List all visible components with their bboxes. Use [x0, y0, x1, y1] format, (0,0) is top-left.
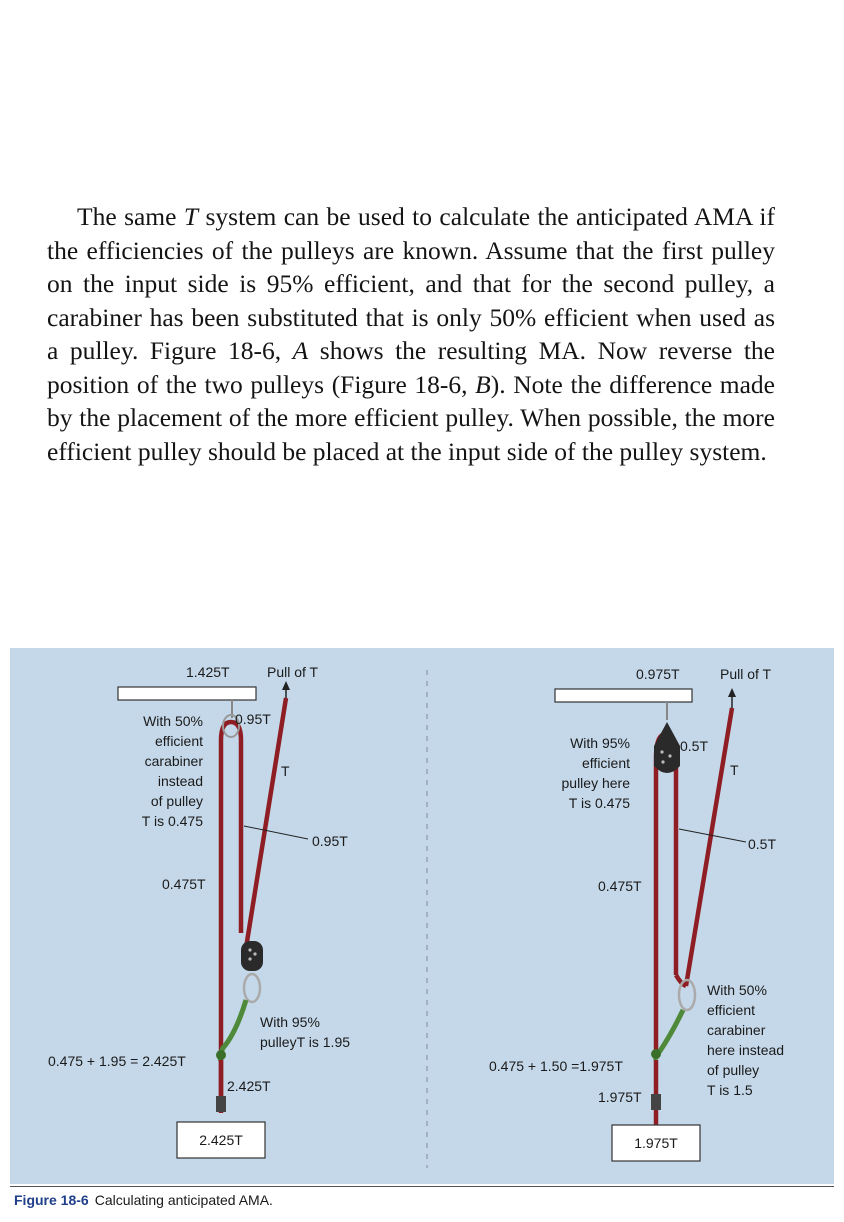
- svg-text:With 95%: With 95%: [260, 1014, 320, 1030]
- anchor-force: 1.425T: [186, 664, 230, 680]
- top-tension: 0.95T: [235, 711, 271, 727]
- top-tension: 0.5T: [680, 738, 709, 754]
- lower-note: [260, 1014, 350, 1050]
- svg-text:With 50%: With 50%: [707, 982, 767, 998]
- svg-text:carabiner: carabiner: [707, 1022, 766, 1038]
- mid-left-tension: 0.475T: [598, 878, 642, 894]
- mid-left-tension: 0.475T: [162, 876, 206, 892]
- anchor-bar: [555, 689, 692, 702]
- bottom-tension: 2.425T: [227, 1078, 271, 1094]
- svg-text:efficient: efficient: [582, 755, 630, 771]
- figure-panel: [10, 648, 834, 1184]
- diagram-b: [489, 666, 784, 1161]
- load-label: 2.425T: [199, 1132, 243, 1148]
- svg-text:carabiner: carabiner: [144, 753, 203, 769]
- prusik-knot: [651, 1049, 661, 1059]
- pulley-figure: [10, 648, 834, 1184]
- caption-rule: [10, 1186, 834, 1187]
- pull-arrow-icon: [282, 681, 290, 690]
- svg-text:instead: instead: [157, 773, 203, 789]
- anchor-bar: [118, 687, 256, 700]
- caption-text: Calculating anticipated AMA.: [94, 1192, 273, 1208]
- rope-loop: [656, 734, 676, 1058]
- lower-note: [707, 982, 784, 1098]
- load-clip: [216, 1096, 226, 1112]
- figure-number: Figure 18-6: [14, 1192, 89, 1208]
- italic-t: T: [183, 202, 199, 231]
- pulley-carabiner: [244, 974, 260, 1002]
- load-clip: [651, 1094, 661, 1110]
- pull-arrow-icon: [728, 688, 736, 697]
- svg-text:pulley here: pulley here: [561, 775, 630, 791]
- body-paragraph: [47, 200, 775, 468]
- diagram-a: [48, 664, 350, 1158]
- italic-b: B: [475, 369, 491, 399]
- svg-text:here instead: here instead: [707, 1042, 785, 1058]
- sum-label: 0.475 + 1.50 =1.975T: [489, 1058, 623, 1074]
- prusik-knot: [216, 1050, 226, 1060]
- moving-pulley: [241, 941, 263, 971]
- top-note: [142, 713, 204, 829]
- leader-line: [244, 826, 308, 839]
- paragraph-text-3: shows the resulting MA. Now reverse the position of the two pulleys (Figure 18-6,: [47, 336, 776, 399]
- pull-label: Pull of T: [267, 664, 319, 680]
- paragraph-text-4: ). Note the difference made by the placement of the more efficient pulley. When possible, the more efficient pulley should be placed at the input side of the pulley system.: [47, 369, 775, 466]
- figure-caption: [14, 1192, 273, 1208]
- mid-right-tension: 0.5T: [748, 836, 777, 852]
- mid-right-tension: 0.95T: [312, 833, 348, 849]
- svg-text:T is 0.475: T is 0.475: [141, 813, 203, 829]
- load-label: 1.975T: [634, 1135, 678, 1151]
- sum-label: 0.475 + 1.95 = 2.425T: [48, 1053, 186, 1069]
- paragraph-text-1: The same: [77, 202, 184, 231]
- italic-a: A: [292, 336, 309, 365]
- top-pulley: [654, 722, 680, 773]
- svg-text:pulleyT is 1.95: pulleyT is 1.95: [260, 1034, 351, 1050]
- svg-text:With 50%: With 50%: [143, 713, 203, 729]
- rope-t: T: [281, 763, 290, 779]
- bottom-tension: 1.975T: [598, 1089, 642, 1105]
- rope-t: T: [730, 762, 739, 778]
- svg-text:of pulley: of pulley: [707, 1062, 760, 1078]
- svg-text:T is 0.475: T is 0.475: [568, 795, 630, 811]
- anchor-force: 0.975T: [636, 666, 680, 682]
- svg-text:efficient: efficient: [155, 733, 203, 749]
- svg-text:of pulley: of pulley: [150, 793, 203, 809]
- svg-text:T is 1.5: T is 1.5: [707, 1082, 753, 1098]
- pull-label: Pull of T: [720, 666, 772, 682]
- svg-text:With 95%: With 95%: [570, 735, 630, 751]
- svg-text:efficient: efficient: [707, 1002, 755, 1018]
- top-note: [562, 735, 631, 811]
- paragraph-text-2: system can be used to calculate the anticipated AMA if the efficiencies of the pulleys are known. Assume that the first pulley on the input side is 95% efficient, and that for the second pulley, a carabiner has been substituted that is only 50% efficient when used as a pulley. Figure 18-6,: [47, 202, 775, 365]
- pull-rope: [246, 698, 286, 948]
